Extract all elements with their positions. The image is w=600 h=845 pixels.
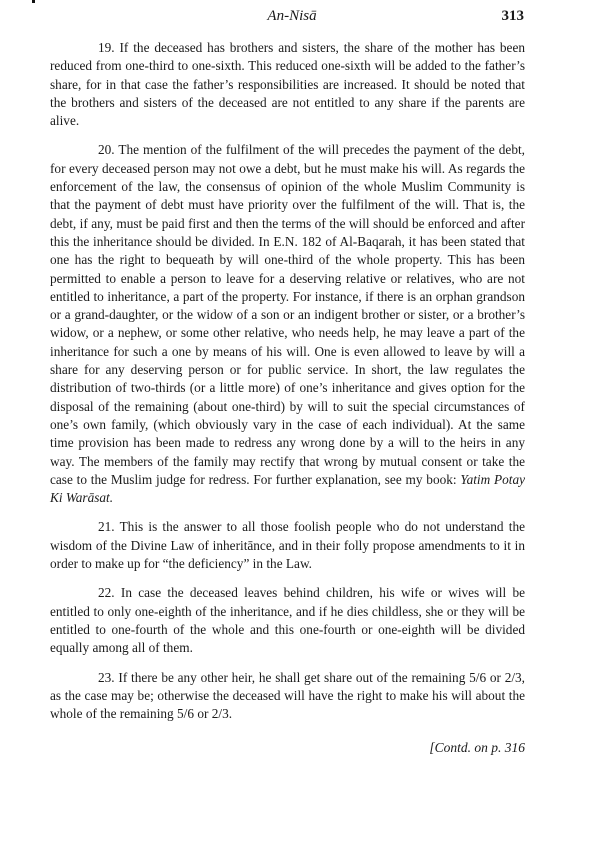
note-text: The mention of the fulfilment of the will precedes the payment of the debt, for every deceased person may not owe a debt, but he must make his will. As regards the enforcement of the law, the consensus of opinion of the whole Muslim Community is that the payment of debt must have priority over the fulfilment of the will. That is, the debt, if any, must be paid first and then the terms of the will should be enforced and after this the inheritance should be divided. In E.N. 182 of Al-Baqarah, it has been stated that one has the right to bequeath by will one-third of the whole property. This has been permitted to enable a person to leave for a deserving relative or relatives, who are not entitled to inheritance, a part of the property. For instance, if there is an orphan grandson or a grand-daughter, or the widow of a son or an indigent brother or sister, or a brother’s widow, or a nephew, or some other relative, who needs help, he may leave a part of the inheritance for such a one by means of his will. One is even allowed to leave by will a share for any deserving person or for public service. In short, the law regulates the distribution of two-thirds (or a little more) of one’s inheritance and gives option for the disposal of the remaining (about one-third) by will to suit the special circumstances of one’s own family, (which obviously vary in the case of each individual). At the same time provision has been made to redress any wrong done by a will to the heirs in any way. The members of the family may rectify that wrong by mutual consent or take the case to the Muslim judge for redress. For further explanation, see my book: [50, 142, 525, 487]
note-number: 19. [98, 40, 115, 55]
note-number: 22. [98, 585, 115, 601]
note-text: In case the deceased leaves behind children, his wife or wives will be entitled to only one-eighth of the inheritance, and if he dies childless, she or they will be entitled to one-fourth of the whole and this one-fourth or one-eighth will be divided equally among all of them. [50, 585, 525, 656]
note-text: If there be any other heir, he shall get share out of the remaining 5/6 or 2/3, as the case may be; otherwise the deceased will have the right to make his will about the whole of the remaining 5/6 or 2/3. [50, 669, 526, 722]
note-paragraph-20 [50, 141, 525, 507]
scan-mark [32, 0, 35, 3]
running-head [50, 8, 524, 30]
running-title: An-Nisā [267, 8, 317, 24]
body-text [50, 39, 525, 734]
note-text: If the deceased has brothers and sisters, the share of the mother has been reduced from one-third to one-sixth. This reduced one-sixth will be added to the father’s share, for in that case the father’s responsibilities are increased. It should be noted that the brothers and sisters of the deceased are not entitled to any share if the parents are alive. [50, 40, 526, 129]
note-paragraph-23 [50, 669, 525, 724]
note-paragraph-19 [50, 39, 525, 130]
page-number: 313 [501, 8, 524, 24]
continuation-note: [Contd. on p. 316 [429, 740, 525, 755]
note-number: 23. [98, 669, 115, 685]
note-paragraph-21 [50, 518, 525, 573]
note-text: This is the answer to all those foolish people who do not understand the wisdom of the Divine Law of inheritānce, and in their folly propose amendments to it in order to make up for “the deficiency” in the Law. [50, 519, 525, 572]
note-number: 20. [98, 142, 115, 158]
book-title: Yatim Potay Ki Warāsat. [50, 471, 526, 506]
note-number: 21. [98, 519, 115, 535]
note-paragraph-22 [50, 584, 525, 657]
